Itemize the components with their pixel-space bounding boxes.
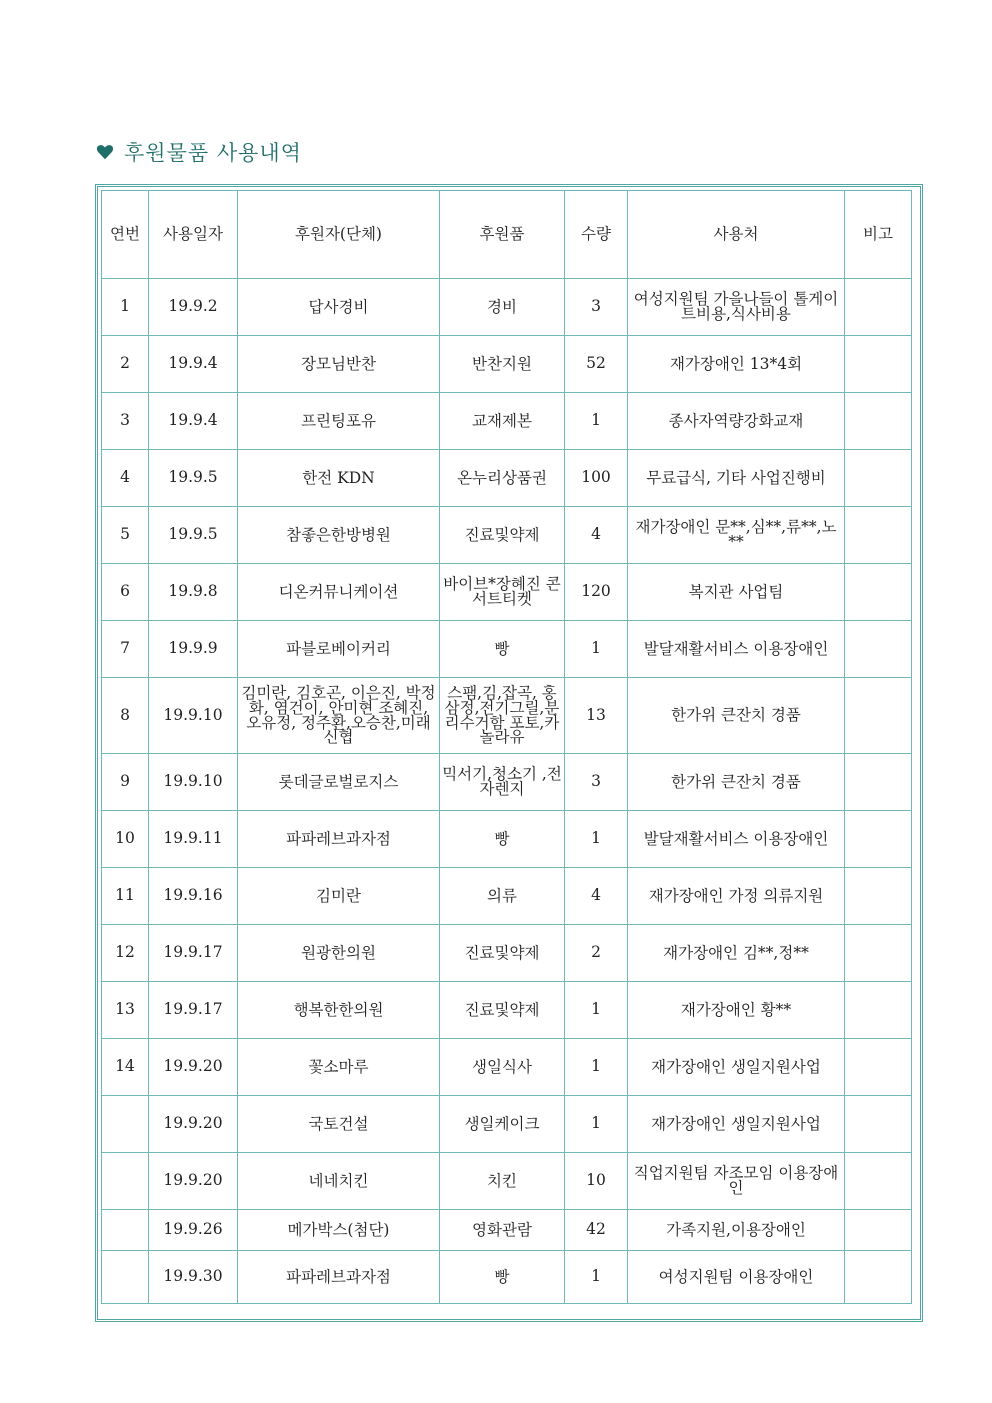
cell-use: 발달재활서비스 이용장애인 bbox=[628, 811, 845, 868]
cell-donor: 프린팅포유 bbox=[238, 393, 440, 450]
cell-use: 복지관 사업팀 bbox=[628, 564, 845, 621]
cell-item: 믹서기,청소기 ,전자렌지 bbox=[440, 754, 565, 811]
cell-note bbox=[845, 279, 912, 336]
cell-qty: 1 bbox=[565, 393, 628, 450]
cell-qty: 1 bbox=[565, 621, 628, 678]
cell-use: 재가장애인 황** bbox=[628, 982, 845, 1039]
cell-no: 6 bbox=[102, 564, 149, 621]
cell-qty: 1 bbox=[565, 1251, 628, 1304]
cell-no bbox=[102, 1096, 149, 1153]
cell-no: 8 bbox=[102, 678, 149, 754]
col-header-qty: 수량 bbox=[565, 191, 628, 279]
cell-note bbox=[845, 564, 912, 621]
table-row bbox=[102, 982, 912, 1039]
cell-date: 19.9.17 bbox=[149, 982, 238, 1039]
cell-no: 9 bbox=[102, 754, 149, 811]
table-row bbox=[102, 336, 912, 393]
cell-no: 12 bbox=[102, 925, 149, 982]
cell-qty: 42 bbox=[565, 1210, 628, 1251]
col-header-no: 연번 bbox=[102, 191, 149, 279]
cell-qty: 1 bbox=[565, 982, 628, 1039]
cell-qty: 100 bbox=[565, 450, 628, 507]
table-row bbox=[102, 1153, 912, 1210]
col-header-note: 비고 bbox=[845, 191, 912, 279]
table-row bbox=[102, 1210, 912, 1251]
cell-item: 교재제본 bbox=[440, 393, 565, 450]
cell-no: 4 bbox=[102, 450, 149, 507]
cell-date: 19.9.30 bbox=[149, 1251, 238, 1304]
cell-date: 19.9.10 bbox=[149, 678, 238, 754]
cell-donor: 꽃소마루 bbox=[238, 1039, 440, 1096]
cell-item: 생일식사 bbox=[440, 1039, 565, 1096]
cell-date: 19.9.5 bbox=[149, 450, 238, 507]
cell-donor: 파파레브과자점 bbox=[238, 1251, 440, 1304]
cell-date: 19.9.8 bbox=[149, 564, 238, 621]
table-row bbox=[102, 450, 912, 507]
cell-donor: 김미란 bbox=[238, 868, 440, 925]
cell-qty: 10 bbox=[565, 1153, 628, 1210]
cell-note bbox=[845, 925, 912, 982]
cell-note bbox=[845, 982, 912, 1039]
cell-note bbox=[845, 754, 912, 811]
col-header-item: 후원품 bbox=[440, 191, 565, 279]
cell-note bbox=[845, 1210, 912, 1251]
cell-date: 19.9.20 bbox=[149, 1039, 238, 1096]
cell-note bbox=[845, 1153, 912, 1210]
cell-item: 반찬지원 bbox=[440, 336, 565, 393]
cell-no: 2 bbox=[102, 336, 149, 393]
cell-qty: 52 bbox=[565, 336, 628, 393]
table-row bbox=[102, 564, 912, 621]
cell-note bbox=[845, 868, 912, 925]
cell-note bbox=[845, 507, 912, 564]
col-header-date: 사용일자 bbox=[149, 191, 238, 279]
cell-date: 19.9.16 bbox=[149, 868, 238, 925]
table-row bbox=[102, 868, 912, 925]
cell-use: 재가장애인 김**,정** bbox=[628, 925, 845, 982]
cell-qty: 1 bbox=[565, 1096, 628, 1153]
page-title: 후원물품 사용내역 bbox=[124, 141, 302, 165]
cell-donor: 참좋은한방병원 bbox=[238, 507, 440, 564]
cell-date: 19.9.11 bbox=[149, 811, 238, 868]
table-row bbox=[102, 754, 912, 811]
heart-icon bbox=[96, 143, 114, 161]
cell-qty: 1 bbox=[565, 1039, 628, 1096]
cell-donor: 한전 KDN bbox=[238, 450, 440, 507]
cell-note bbox=[845, 811, 912, 868]
cell-donor: 답사경비 bbox=[238, 279, 440, 336]
table-row bbox=[102, 507, 912, 564]
cell-note bbox=[845, 1096, 912, 1153]
cell-donor: 행복한한의원 bbox=[238, 982, 440, 1039]
cell-use: 한가위 큰잔치 경품 bbox=[628, 678, 845, 754]
cell-item: 경비 bbox=[440, 279, 565, 336]
cell-qty: 1 bbox=[565, 811, 628, 868]
cell-item: 영화관람 bbox=[440, 1210, 565, 1251]
cell-item: 빵 bbox=[440, 1251, 565, 1304]
cell-item: 빵 bbox=[440, 621, 565, 678]
cell-donor: 파블로베이커리 bbox=[238, 621, 440, 678]
cell-no: 14 bbox=[102, 1039, 149, 1096]
cell-qty: 120 bbox=[565, 564, 628, 621]
cell-item: 바이브*장혜진 콘서트티켓 bbox=[440, 564, 565, 621]
table-row bbox=[102, 279, 912, 336]
table-row bbox=[102, 1251, 912, 1304]
cell-use: 재가장애인 13*4회 bbox=[628, 336, 845, 393]
cell-date: 19.9.4 bbox=[149, 393, 238, 450]
col-header-donor: 후원자(단체) bbox=[238, 191, 440, 279]
cell-no: 13 bbox=[102, 982, 149, 1039]
cell-qty: 3 bbox=[565, 279, 628, 336]
cell-donor: 네네치킨 bbox=[238, 1153, 440, 1210]
table-row bbox=[102, 925, 912, 982]
cell-qty: 4 bbox=[565, 507, 628, 564]
table-row bbox=[102, 393, 912, 450]
cell-item: 진료및약제 bbox=[440, 982, 565, 1039]
table-row bbox=[102, 678, 912, 754]
cell-qty: 4 bbox=[565, 868, 628, 925]
cell-use: 재가장애인 가정 의류지원 bbox=[628, 868, 845, 925]
cell-no: 7 bbox=[102, 621, 149, 678]
cell-date: 19.9.2 bbox=[149, 279, 238, 336]
table-header-row bbox=[102, 191, 912, 279]
cell-donor: 장모님반찬 bbox=[238, 336, 440, 393]
cell-note bbox=[845, 336, 912, 393]
cell-donor: 디온커뮤니케이션 bbox=[238, 564, 440, 621]
cell-use: 무료급식, 기타 사업진행비 bbox=[628, 450, 845, 507]
cell-use: 한가위 큰잔치 경품 bbox=[628, 754, 845, 811]
cell-date: 19.9.26 bbox=[149, 1210, 238, 1251]
table-frame bbox=[95, 184, 923, 1322]
cell-use: 재가장애인 생일지원사업 bbox=[628, 1096, 845, 1153]
donation-usage-table bbox=[101, 190, 912, 1304]
cell-date: 19.9.20 bbox=[149, 1096, 238, 1153]
section-heading bbox=[96, 136, 302, 168]
cell-item: 진료및약제 bbox=[440, 925, 565, 982]
cell-note bbox=[845, 1251, 912, 1304]
cell-use: 종사자역량강화교재 bbox=[628, 393, 845, 450]
cell-note bbox=[845, 450, 912, 507]
table-row bbox=[102, 1096, 912, 1153]
cell-date: 19.9.4 bbox=[149, 336, 238, 393]
cell-note bbox=[845, 393, 912, 450]
cell-use: 재가장애인 생일지원사업 bbox=[628, 1039, 845, 1096]
cell-no: 11 bbox=[102, 868, 149, 925]
cell-no: 1 bbox=[102, 279, 149, 336]
cell-item: 스팸,김,잡곡, 홍삼정,전기그릴,분리수거함 포토,카놀라유 bbox=[440, 678, 565, 754]
cell-use: 재가장애인 문**,심**,류**,노** bbox=[628, 507, 845, 564]
table-row bbox=[102, 811, 912, 868]
cell-no bbox=[102, 1251, 149, 1304]
cell-use: 가족지원,이용장애인 bbox=[628, 1210, 845, 1251]
cell-use: 직업지원팀 자조모임 이용장애인 bbox=[628, 1153, 845, 1210]
cell-date: 19.9.20 bbox=[149, 1153, 238, 1210]
cell-note bbox=[845, 678, 912, 754]
cell-date: 19.9.5 bbox=[149, 507, 238, 564]
cell-use: 여성지원팀 가을나들이 톨게이트비용,식사비용 bbox=[628, 279, 845, 336]
cell-donor: 국토건설 bbox=[238, 1096, 440, 1153]
table-row bbox=[102, 621, 912, 678]
cell-donor: 파파레브과자점 bbox=[238, 811, 440, 868]
cell-qty: 13 bbox=[565, 678, 628, 754]
cell-item: 온누리상품권 bbox=[440, 450, 565, 507]
table-row bbox=[102, 1039, 912, 1096]
cell-no bbox=[102, 1210, 149, 1251]
cell-qty: 3 bbox=[565, 754, 628, 811]
cell-item: 치킨 bbox=[440, 1153, 565, 1210]
cell-date: 19.9.17 bbox=[149, 925, 238, 982]
cell-use: 발달재활서비스 이용장애인 bbox=[628, 621, 845, 678]
cell-no: 5 bbox=[102, 507, 149, 564]
cell-date: 19.9.9 bbox=[149, 621, 238, 678]
cell-no: 10 bbox=[102, 811, 149, 868]
cell-no: 3 bbox=[102, 393, 149, 450]
cell-item: 의류 bbox=[440, 868, 565, 925]
cell-item: 생일케이크 bbox=[440, 1096, 565, 1153]
cell-item: 빵 bbox=[440, 811, 565, 868]
cell-note bbox=[845, 621, 912, 678]
cell-donor: 메가박스(첨단) bbox=[238, 1210, 440, 1251]
cell-no bbox=[102, 1153, 149, 1210]
cell-note bbox=[845, 1039, 912, 1096]
cell-donor: 김미란, 김호곤, 이은진, 박정화, 염건이, 안미현 조혜진, 오유정, 정주환,오승찬,미래신협 bbox=[238, 678, 440, 754]
cell-date: 19.9.10 bbox=[149, 754, 238, 811]
cell-donor: 롯데글로벌로지스 bbox=[238, 754, 440, 811]
cell-donor: 원광한의원 bbox=[238, 925, 440, 982]
cell-use: 여성지원팀 이용장애인 bbox=[628, 1251, 845, 1304]
cell-item: 진료및약제 bbox=[440, 507, 565, 564]
col-header-use: 사용처 bbox=[628, 191, 845, 279]
cell-qty: 2 bbox=[565, 925, 628, 982]
